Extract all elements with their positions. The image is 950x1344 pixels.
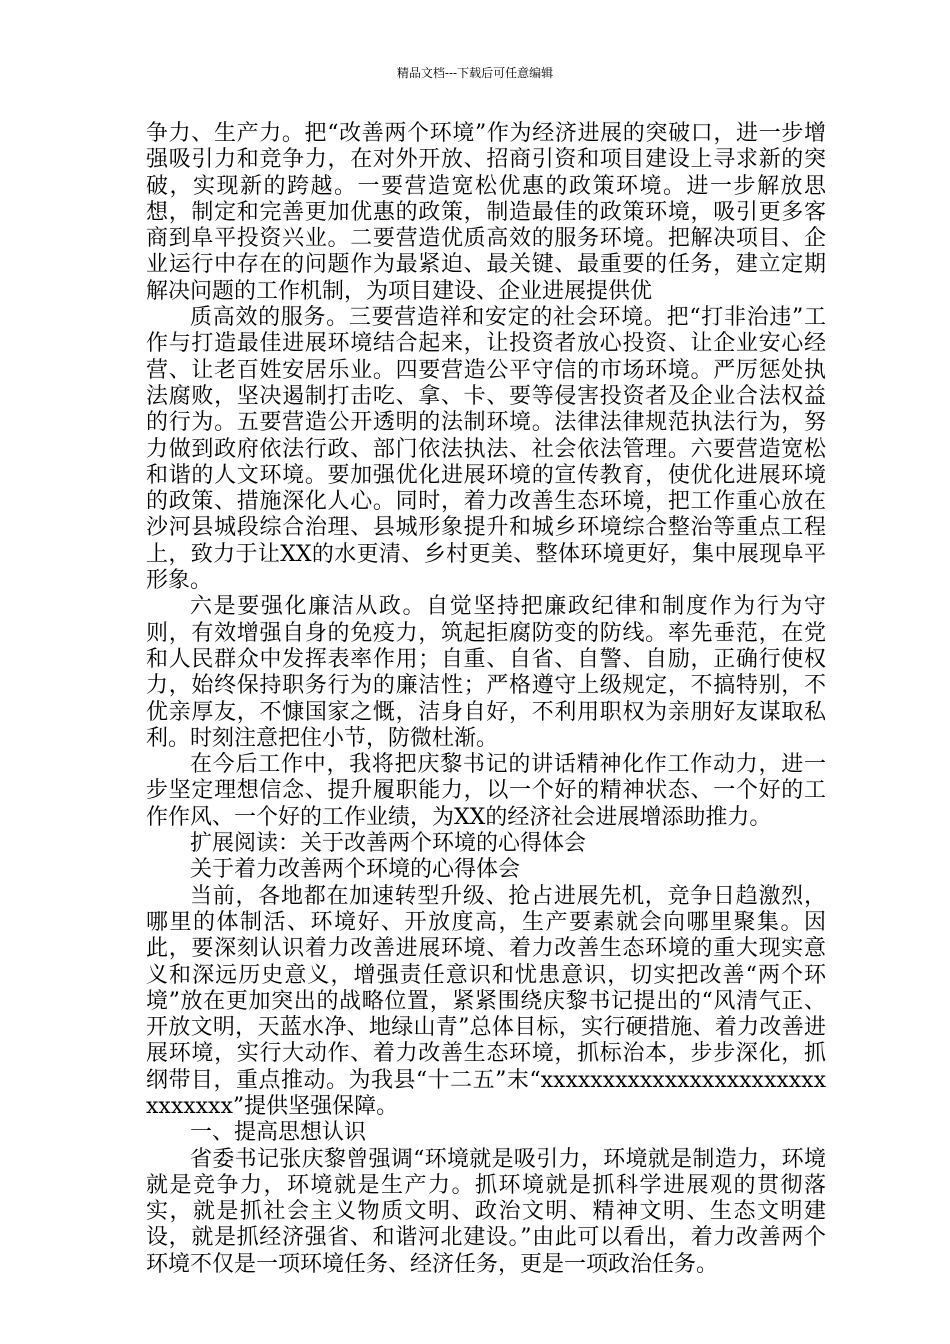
paragraph-9: 省委书记张庆黎曾强调“环境就是吸引力，环境就是制造力，环境就是竞争力，环境就是生产力。抓环境就是抓科学进展观的贯彻落实，就是抓社会主义物质文明、政治文明、精神文明、生态文明建设，就是抓经济强省、和谐河北建设。”由此可以看出，着力改善两个环境不仅是一项环境任务、经济任务，更是一项政治任务。 xyxy=(146,1146,826,1277)
extended-reading-heading: 扩展阅读：关于改善两个环境的心得体会 xyxy=(190,831,587,857)
paragraph-4: 在今后工作中，我将把庆黎书记的讲话精神化作工作动力，进一步坚定理想信念、提升履职能力，以一个好的精神状态、一个好的工作作风、一个好的工作业绩，为XX的经济社会进展增添助推力。 xyxy=(146,752,826,830)
paragraph-3: 六是要强化廉洁从政。自觉坚持把廉政纪律和制度作为行为守则，有效增强自身的免疫力，筑起拒腐防变的防线。率先垂范，在党和人民群众中发挥表率作用；自重、自省、自警、自励，正确行使权力，始终保持职务行为的廉洁性；严格遵守上级规定，不搞特别，不优亲厚友，不慷国家之慨，洁身自好，不利用职权为亲朋好友谋取私利。时刻注意把住小节，防微杜渐。 xyxy=(146,594,826,751)
paragraph-7: 当前，各地都在加速转型升级、抢占进展先机，竞争日趋激烈，哪里的体制活、环境好、开放度高，生产要素就会向哪里聚集。因此，要深刻认识着力改善进展环境、着力改善生态环境的重大现实意义和深远历史意义，增强责任意识和忧患意识，切实把改善“两个环境”放在更加突出的战略位置，紧紧围绕庆黎书记提出的“风清气正、开放文明，天蓝水净、地绿山青”总体目标，实行硬措施、着力改善进展环境，实行大动作、着力改善生态环境，抓标治本，步步深化，抓纲带目，重点推动。为我县“十二五”末“xxxxxxxxxxxxxxxxxxxxxxxxxxxxxx”提供坚强保障。 xyxy=(146,883,826,1119)
section-heading-1: 一、提高思想认识 xyxy=(190,1120,367,1146)
document-body xyxy=(146,121,826,1278)
page-header: 精品文档---下载后可任意编辑 xyxy=(396,66,554,80)
article-title: 关于着力改善两个环境的心得体会 xyxy=(190,857,521,883)
paragraph-2: 质高效的服务。三要营造祥和安定的社会环境。把“打非治违”工作与打造最佳进展环境结合起来，让投资者放心投资、让企业安心经营、让老百姓安居乐业。四要营造公平守信的市场环境。严厉惩处执法腐败，坚决遏制打击吃、拿、卡、要等侵害投资者及企业合法权益的行为。五要营造公开透明的法制环境。法律法律规范执法行为，努力做到政府依法行政、部门依法执法、社会依法管理。六要营造宽松和谐的人文环境。要加强优化进展环境的宣传教育，使优化进展环境的政策、措施深化人心。同时，着力改善生态环境，把工作重心放在沙河县城段综合治理、县城形象提升和城乡环境综合整治等重点工程上，致力于让XX的水更清、乡村更美、整体环境更好，集中展现阜平形象。 xyxy=(146,305,826,594)
paragraph-1: 争力、生产力。把“改善两个环境”作为经济进展的突破口，进一步增强吸引力和竞争力，在对外开放、招商引资和项目建设上寻求新的突破，实现新的跨越。一要营造宽松优惠的政策环境。进一步解放思想，制定和完善更加优惠的政策，制造最佳的政策环境，吸引更多客商到阜平投资兴业。二要营造优质高效的服务环境。把解决项目、企业运行中存在的问题作为最紧迫、最关键、最重要的任务，建立定期解决问题的工作机制，为项目建设、企业进展提供优 xyxy=(146,121,826,304)
